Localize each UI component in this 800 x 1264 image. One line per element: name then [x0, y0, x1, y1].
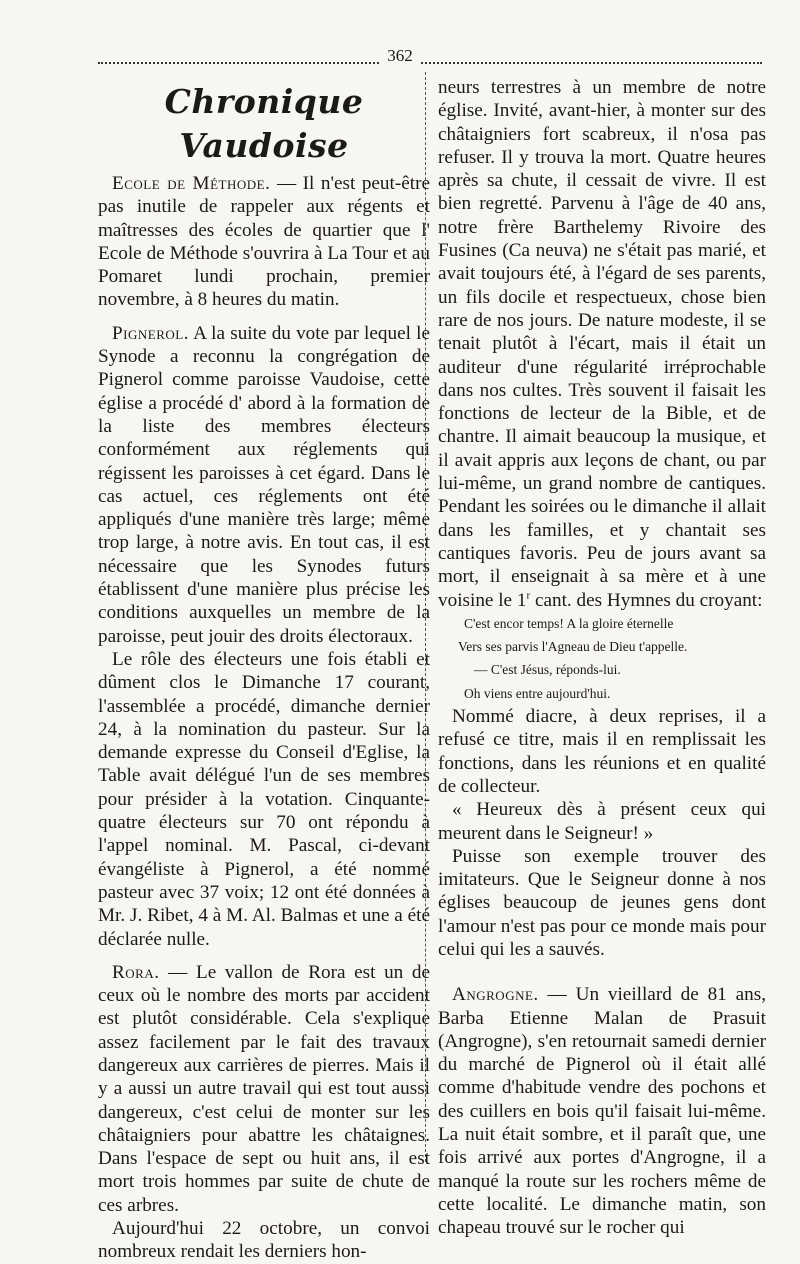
article-heading: Rora.: [112, 961, 160, 983]
article-ecole: [98, 172, 430, 312]
article-rora: [98, 961, 430, 1217]
hymn-verse-line: C'est encor temps! A la gloire éternelle: [464, 615, 674, 631]
left-column: [98, 76, 430, 1264]
page-number: 362: [0, 46, 800, 66]
hymn-verse-line: Oh viens entre aujourd'hui.: [464, 685, 611, 701]
article-paragraph: Aujourd'hui 22 octobre, un convoi nombreux rendait les derniers hon-: [98, 1218, 430, 1263]
article-continuation: neurs terrestres à un membre de notre église. Invité, avant-hier, à monter sur des châtaigniers fort scabreux, il n'osa pas refuser. Il y trouva la mort. Quatre heures après sa chute, il cessait de vivre. Il est bien regretté. Parvenu à l'âge de 40 ans, notre frère Barthelemy Rivoire des Fusines (Ca neuva) ne s'était pas marié, et avait toujours été, à l'égard de ses parents, un fils docile et respectueux, chose bien rare de nos jours. De nature modeste, il se tenait plutôt à l'écart, mais il était un auditeur d'une régularité irréprochable dans nos cultes. Très souvent il faisait les fonctions de lecteur de la Bible, et de chantre. Il aimait beaucoup la musique, et il avait appris aux leçons de chant, ou par lui-même, un grand nombre de cantiques. Pendant les soirées ou le dimanche il allait dans les familles, et y chantait ses cantiques favoris. Peu de jours avant sa mort, il enseignait à sa mère et à une voisine le 1$^r$ cant. des Hymnes du croyant:: [438, 77, 766, 611]
article-heading: Angrogne.: [452, 984, 539, 1006]
article-text: — Il n'est peut-être pas inutile de rappeler aux régents et maîtresses des écoles de quartier que l' Ecole de Méthode s'ouvrira à La Tour et au Pomaret lundi prochain, premier novembre, à 8 heures du matin.: [98, 173, 430, 311]
hymn-verse-line: — C'est Jésus, réponds-lui.: [474, 662, 621, 678]
article-text: — Un vieillard de 81 ans, Barba Etienne Malan de Prasuit (Angrogne), s'en retournait samedi dernier du marché de Pignerol où il était allé comme d'habitude vendre des pochons et des cuillers en bois qu'il faisait lui-même. La nuit était sombre, et il paraît que, une fois arrivé aux portes d'Angrogne, il a manqué la route sur les rochers même de cette localité. Le dimanche matin, son chapeau trouvé sur le rocher qui: [438, 984, 766, 1239]
right-column: [438, 76, 766, 1240]
article-text: — Le vallon de Rora est un de ceux où le nombre des morts par accident est plutôt considérable. Cela s'explique assez facilement par le fait des travaux dangereux aux carrières de pierres. Mais il y a aussi un autre travail qui est tout aussi dangereux, c'est celui de monter sur les châtaigniers pour abattre les châtaignes. Dans l'espace de sept ou huit ans, il est mort trois hommes par suite de chute de ces arbres.: [98, 961, 430, 1216]
article-heading: Pignerol.: [112, 322, 190, 344]
article-pignerol: [98, 322, 430, 648]
quote: « Heureux dès à présent ceux qui meurent dans le Seigneur! »: [438, 799, 766, 844]
article-heading: Ecole de Méthode.: [112, 173, 271, 194]
article-paragraph: Nommé diacre, à deux reprises, il a refusé ce titre, mais il en remplissait les fonctions, dans les réunions et en qualité de collecteur.: [438, 706, 766, 797]
page-title: Chronique Vaudoise: [164, 82, 364, 165]
article-paragraph: Puisse son exemple trouver des imitateurs. Que le Seigneur donne à nos églises beaucoup de jeunes gens dont l'amour n'est pas pour ce monde mais pour celui qui les a sauvés.: [438, 845, 766, 960]
article-text: A la suite du vote par lequel le Synode a reconnu la congrégation de Pignerol comme paroisse Vaudoise, cette église a procédé d' abord à la formation de la liste des membres électeurs conformément aux réglements qui régissent les paroisses à cet égard. Dans le cas actuel, ces réglements ont été appliqués d'une manière très large; même trop large, à notre avis. En tout cas, il est nécessaire que les Synodes futurs établissent d'une manière plus précise les conditions auxquelles un membre de la paroisse, peut jouir des droits électoraux.: [98, 322, 430, 647]
article-angrogne: [438, 983, 766, 1239]
article-paragraph: Le rôle des électeurs une fois établi et dûment clos le Dimanche 17 courant, l'assemblée a procédé, dimanche dernier 24, à la nomination du pasteur. Sur la demande expresse du Conseil d'Eglise, la Table avait délégué l'un de ses membres pour présider à la votation. Cinquante-quatre électeurs sur 70 ont répondu à l'appel nominal. M. Pascal, ci-devant évangéliste à Pignerol, a été nommé pasteur avec 37 voix; 12 ont été données à Mr. J. Ribet, 4 à M. Al. Balmas et une a été déclarée nulle.: [98, 648, 430, 950]
hymn-verse-line: Vers ses parvis l'Agneau de Dieu t'appelle.: [458, 639, 688, 655]
